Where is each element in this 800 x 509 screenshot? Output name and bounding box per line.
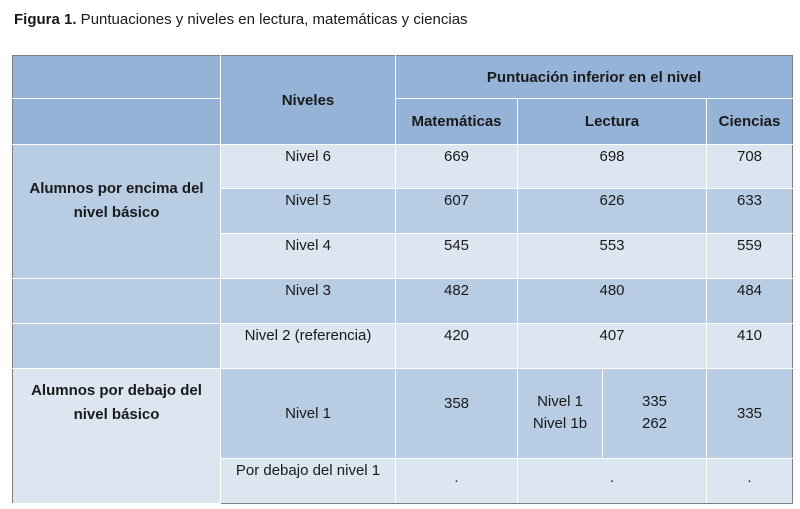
row-nivel4-label: Nivel 4	[221, 234, 396, 279]
lectura-subvalues	[603, 369, 706, 457]
row-debajo-label: Por debajo del nivel 1	[221, 459, 396, 504]
row-nivel2-label: Nivel 2 (referencia)	[221, 324, 396, 369]
row-debajo-cie: .	[707, 459, 793, 504]
row-nivel4-mat: 545	[396, 234, 518, 279]
row-debajo-lec: .	[518, 459, 707, 504]
row-nivel2-mat: 420	[396, 324, 518, 369]
group-below-label: Alumnos por debajo del nivel básico	[13, 369, 221, 504]
group-above-filler-1	[13, 279, 221, 324]
row-nivel2-cie: 410	[707, 324, 793, 369]
header-corner-lower	[13, 99, 221, 145]
figure-caption	[14, 11, 468, 28]
row-nivel3-cie: 484	[707, 279, 793, 324]
lectura-sublevel-1: Nivel 1	[537, 393, 583, 410]
header-corner	[13, 56, 221, 99]
row-nivel6-cie: 708	[707, 145, 793, 189]
figure-label: Figura 1.	[14, 11, 77, 28]
header-niveles: Niveles	[221, 56, 396, 145]
lectura-value-1b: 262	[641, 415, 668, 432]
row-nivel6-label: Nivel 6	[221, 145, 396, 189]
row-nivel1-cie: 335	[707, 369, 793, 459]
row-nivel5-cie: 633	[707, 189, 793, 234]
header-matematicas: Matemáticas	[396, 99, 518, 145]
row-nivel2-lec: 407	[518, 324, 707, 369]
header-puntuacion: Puntuación inferior en el nivel	[396, 56, 793, 99]
scores-table	[12, 55, 793, 504]
lectura-value-1: 335	[641, 393, 668, 410]
row-nivel3-mat: 482	[396, 279, 518, 324]
row-nivel5-label: Nivel 5	[221, 189, 396, 234]
figure-title: Puntuaciones y niveles en lectura, matemáticas y ciencias	[76, 11, 468, 28]
row-nivel1-mat: 358	[396, 369, 518, 459]
group-above-filler-2	[13, 324, 221, 369]
lectura-sublevel-1b: Nivel 1b	[532, 415, 588, 432]
row-nivel4-lec: 553	[518, 234, 707, 279]
lectura-sublevels	[518, 369, 603, 457]
row-nivel1-label: Nivel 1	[221, 369, 396, 459]
row-nivel3-lec: 480	[518, 279, 707, 324]
row-nivel4-cie: 559	[707, 234, 793, 279]
row-debajo-mat: .	[396, 459, 518, 504]
group-above-label: Alumnos por encima del nivel básico	[13, 145, 221, 279]
header-lectura: Lectura	[518, 99, 707, 145]
row-nivel5-mat: 607	[396, 189, 518, 234]
row-nivel5-lec: 626	[518, 189, 707, 234]
header-ciencias: Ciencias	[707, 99, 793, 145]
row-nivel6-mat: 669	[396, 145, 518, 189]
row-nivel3-label: Nivel 3	[221, 279, 396, 324]
row-nivel6-lec: 698	[518, 145, 707, 189]
row-nivel1-lec	[518, 369, 707, 459]
